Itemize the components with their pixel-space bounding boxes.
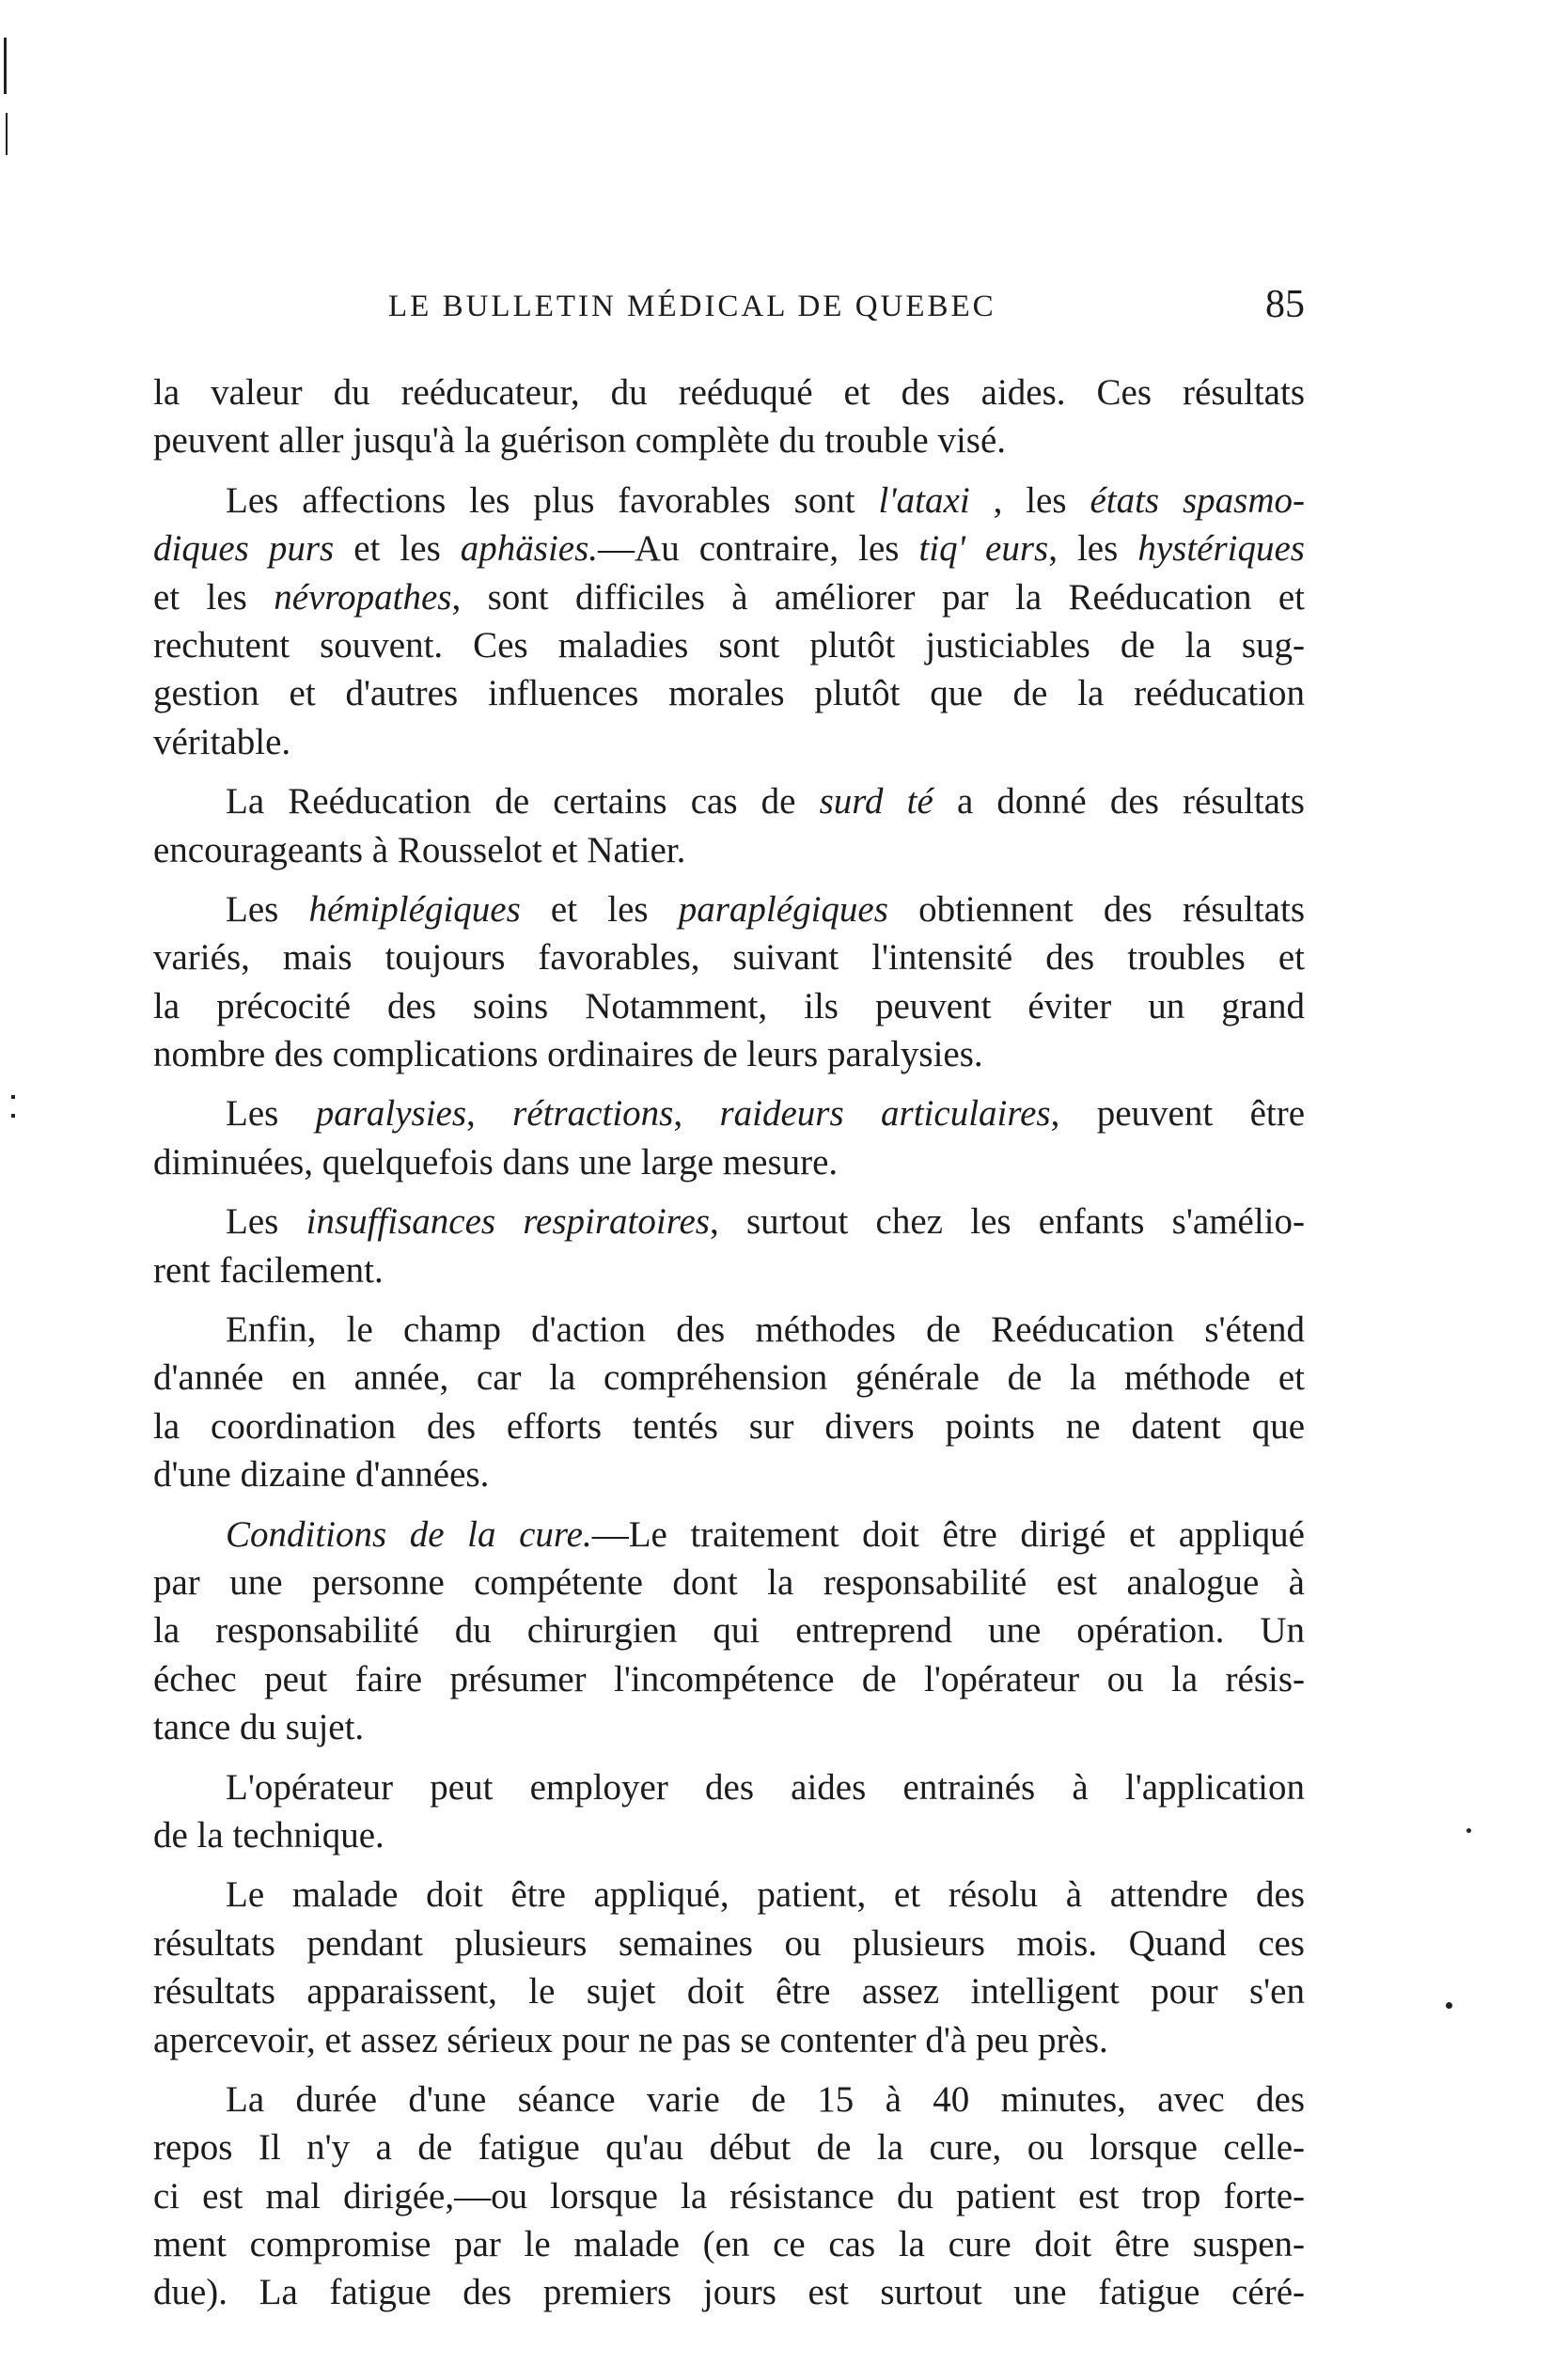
text-run: la coordination des efforts tentés sur divers points ne datent que — [153, 1405, 1305, 1447]
scan-edge-mark — [11, 1095, 15, 1099]
text-line — [153, 982, 1305, 1030]
italic-term: états spasmo- — [1090, 479, 1305, 521]
text-run: Les affections les plus favorables sont — [226, 479, 879, 521]
text-run: d'une dizaine d'années. — [153, 1454, 490, 1496]
text-line — [153, 477, 1305, 525]
text-line — [153, 718, 1305, 766]
text-line — [153, 933, 1305, 981]
body-text — [153, 368, 1305, 2317]
text-run: échec peut faire présumer l'incompétence de l'opérateur ou la résis- — [153, 1658, 1305, 1699]
text-line — [153, 885, 1305, 933]
text-line — [153, 1655, 1305, 1703]
text-line — [153, 2016, 1305, 2064]
text-run: , — [673, 1093, 720, 1135]
text-run: Les — [226, 1093, 316, 1135]
italic-term: l'ataxi — [878, 479, 970, 521]
text-line — [153, 2220, 1305, 2268]
text-run: de la technique. — [153, 1814, 384, 1856]
text-run: , sont difficiles à améliorer par la Reéducation et — [451, 576, 1306, 618]
text-run: rechutent souvent. Ces maladies sont plutôt justiciables de la sug- — [153, 624, 1305, 666]
italic-term: tiq' eurs — [918, 528, 1049, 570]
text-run: a donné des résultats — [933, 781, 1305, 822]
text-run: repos Il n'y a de fatigue qu'au début de la cure, ou lorsque celle- — [153, 2127, 1305, 2169]
scan-edge-mark — [11, 1114, 15, 1118]
text-line — [153, 1511, 1305, 1558]
text-run: Les — [226, 1201, 306, 1243]
text-run: la précocité des soins Notamment, ils peuvent éviter un grand — [153, 985, 1305, 1026]
running-head-title: LE BULLETIN MÉDICAL DE QUEBEC — [388, 290, 996, 323]
text-line — [153, 2172, 1305, 2220]
text-line — [153, 1354, 1305, 1402]
text-line — [153, 525, 1305, 572]
text-line — [153, 368, 1305, 416]
text-run: d'année en année, car la compréhension générale de la méthode et — [153, 1357, 1305, 1399]
text-run: et les — [153, 576, 274, 618]
text-line — [153, 2123, 1305, 2171]
italic-term: paraplégiques — [678, 888, 888, 930]
text-run: apercevoir, et assez sérieux pour ne pas se contenter d'à peu près. — [153, 2019, 1108, 2060]
text-run: nombre des complications ordinaires de leurs paralysies. — [153, 1034, 983, 1075]
text-run: , surtout chez les enfants s'amélio- — [709, 1201, 1306, 1243]
text-run: —Au contraire, les — [598, 528, 919, 570]
text-line — [153, 1198, 1305, 1245]
text-line — [153, 1306, 1305, 1354]
text-run: La durée d'une séance varie de 15 à 40 minutes, avec des — [226, 2078, 1305, 2120]
text-line — [153, 777, 1305, 825]
text-run: par une personne compétente dont la responsabilité est analogue à — [153, 1561, 1305, 1603]
text-run: , — [466, 1093, 513, 1135]
text-run: L'opérateur peut employer des aides entrainés à l'application — [226, 1766, 1305, 1808]
text-line — [153, 1703, 1305, 1751]
italic-term: aphäsies. — [460, 528, 599, 570]
italic-term: Conditions de la cure. — [226, 1513, 592, 1555]
italic-term: hémiplégiques — [308, 888, 521, 930]
text-line — [153, 416, 1305, 464]
text-run: Enfin, le champ d'action des méthodes de Reéducation s'étend — [226, 1309, 1305, 1351]
text-line — [153, 2268, 1305, 2316]
text-run: gestion et d'autres influences morales plutôt que de la reéducation — [153, 673, 1305, 714]
text-line — [153, 826, 1305, 874]
text-run: encourageants à Rousselot et Natier. — [153, 829, 686, 870]
text-run: , les — [1048, 528, 1138, 570]
text-line — [153, 1450, 1305, 1498]
text-run: —Le traitement doit être dirigé et appliqué — [591, 1513, 1305, 1555]
text-run: rent facilement. — [153, 1249, 384, 1291]
text-line — [153, 1089, 1305, 1137]
scan-edge-mark — [4, 38, 7, 94]
text-line — [153, 1606, 1305, 1654]
italic-term: insuffisances respiratoires — [306, 1201, 710, 1243]
text-run: la valeur du reéducateur, du reéduqué et des aides. Ces résultats — [153, 372, 1305, 413]
text-run: La Reéducation de certains cas de — [226, 781, 820, 822]
italic-term: paralysies — [315, 1093, 467, 1135]
text-run: Les — [226, 888, 309, 930]
text-run: résultats apparaissent, le sujet doit être assez intelligent pour s'en — [153, 1971, 1305, 2013]
text-run: et les — [520, 888, 679, 930]
text-line — [153, 1871, 1305, 1919]
text-line — [153, 621, 1305, 669]
text-run: diminuées, quelquefois dans une large mesure. — [153, 1141, 839, 1182]
text-run: résultats pendant plusieurs semaines ou plusieurs mois. Quand ces — [153, 1922, 1305, 1964]
scan-edge-mark — [6, 113, 8, 155]
text-line — [153, 1402, 1305, 1450]
italic-term: surd té — [819, 781, 933, 822]
italic-term: hystériques — [1137, 528, 1305, 570]
text-run: et les — [334, 528, 461, 570]
text-run: obtiennent des résultats — [887, 888, 1305, 930]
text-run: due). La fatigue des premiers jours est surtout une fatigue céré- — [153, 2272, 1305, 2313]
text-line — [153, 2075, 1305, 2123]
text-line — [153, 1246, 1305, 1294]
text-line — [153, 1763, 1305, 1811]
text-line — [153, 1030, 1305, 1078]
italic-term: diques purs — [153, 528, 335, 570]
italic-term: rétractions — [512, 1093, 674, 1135]
text-line — [153, 573, 1305, 621]
text-run: la responsabilité du chirurgien qui entreprend une opération. Un — [153, 1610, 1305, 1652]
text-run: peuvent aller jusqu'à la guérison complète du trouble visé. — [153, 420, 1007, 462]
text-line — [153, 669, 1305, 717]
text-run: véritable. — [153, 721, 291, 762]
text-run: Le malade doit être appliqué, patient, et résolu à attendre des — [226, 1874, 1305, 1916]
text-line — [153, 1811, 1305, 1859]
text-line — [153, 1967, 1305, 2015]
text-run: ment compromise par le malade (en ce cas la cure doit être suspen- — [153, 2224, 1305, 2265]
page-number: 85 — [1265, 283, 1305, 326]
text-run: tance du sujet. — [153, 1707, 365, 1748]
italic-term: raideurs articulaires — [719, 1093, 1051, 1135]
text-run: variés, mais toujours favorables, suivant l'intensité des troubles et — [153, 937, 1305, 979]
text-run: ci est mal dirigée,—ou lorsque la résistance du patient est trop forte- — [153, 2175, 1305, 2216]
scan-speck — [1466, 1828, 1471, 1833]
text-line — [153, 1138, 1305, 1186]
text-run: , peuvent être — [1050, 1093, 1306, 1135]
text-run: , les — [969, 479, 1090, 521]
text-line — [153, 1558, 1305, 1606]
running-header — [153, 282, 1305, 338]
text-line — [153, 1919, 1305, 1967]
scan-speck — [1446, 2002, 1452, 2009]
italic-term: névropathes — [274, 576, 452, 618]
